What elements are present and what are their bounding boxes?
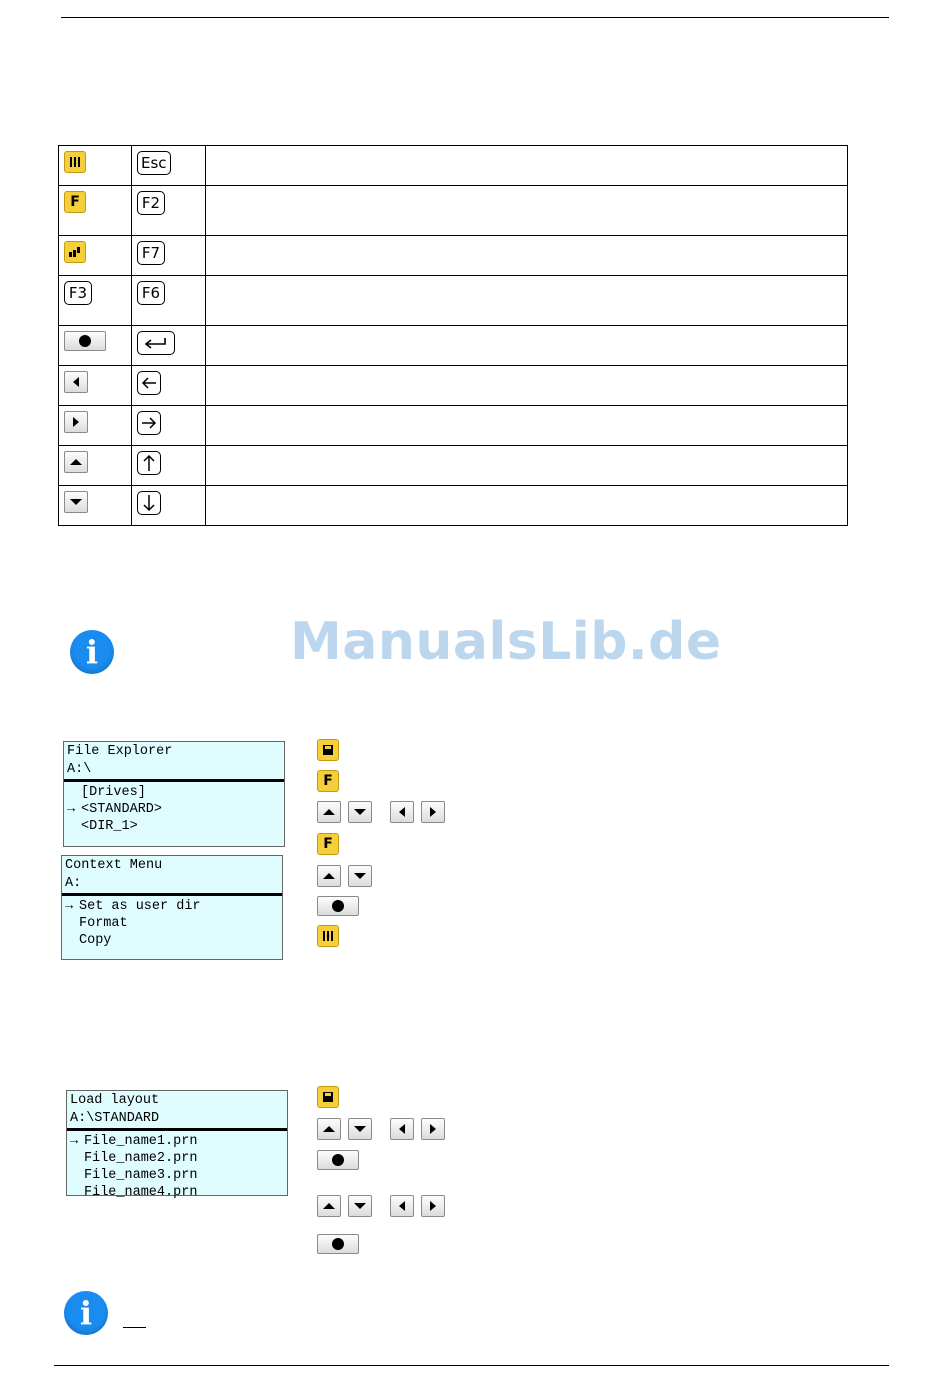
left-key[interactable] <box>390 1118 414 1140</box>
arrow-left-icon <box>141 377 157 389</box>
left-key[interactable] <box>390 801 414 823</box>
lcd-title: File Explorer <box>67 744 173 759</box>
arrow-left-icon <box>399 807 405 817</box>
arrow-down-icon <box>143 494 155 512</box>
pc-left-key <box>137 371 161 395</box>
arrow-up-icon <box>70 459 82 465</box>
save-icon <box>323 745 333 755</box>
arrow-right-icon <box>430 1124 436 1134</box>
enter-icon <box>143 336 169 350</box>
watermark: ManualsLib.de <box>290 612 722 672</box>
list-item[interactable]: → <STANDARD> <box>67 802 163 817</box>
lcd-title: Context Menu <box>65 858 163 873</box>
list-item[interactable]: <DIR_1> <box>81 819 138 834</box>
arrow-right-icon <box>141 417 157 429</box>
lcd-title: Load layout <box>70 1093 160 1108</box>
left-key[interactable] <box>64 371 88 393</box>
top-rule <box>61 17 889 18</box>
underline-mark <box>123 1327 146 1328</box>
selection-arrow-icon: → <box>67 802 76 817</box>
function-f-icon: F <box>70 194 80 210</box>
save-key[interactable] <box>317 739 339 761</box>
up-key[interactable] <box>317 1118 341 1140</box>
lcd-divider <box>64 779 284 782</box>
lcd-context-menu <box>61 855 283 960</box>
bottom-rule <box>54 1365 889 1366</box>
save-key[interactable] <box>317 1086 339 1108</box>
lcd-path: A:\STANDARD <box>70 1111 160 1126</box>
table-row <box>59 326 848 366</box>
list-item[interactable]: File_name2.prn <box>84 1151 198 1166</box>
arrow-down-icon <box>354 1126 366 1132</box>
down-key[interactable] <box>348 865 372 887</box>
save-icon <box>323 1092 333 1102</box>
down-key[interactable] <box>348 1195 372 1217</box>
pc-up-key <box>137 451 161 475</box>
f3-key: F3 <box>64 281 92 305</box>
menu-item[interactable]: → Set as user dir <box>65 899 201 914</box>
right-key[interactable] <box>421 1195 445 1217</box>
info-icon: i <box>64 1291 108 1335</box>
menu-key[interactable] <box>64 151 86 173</box>
arrow-right-icon <box>430 1201 436 1211</box>
arrow-left-icon <box>399 1201 405 1211</box>
arrow-up-icon <box>323 1203 335 1209</box>
dot-icon <box>332 1238 344 1250</box>
arrow-down-icon <box>354 873 366 879</box>
table-row <box>59 486 848 526</box>
ok-key[interactable] <box>317 896 359 916</box>
esc-key: Esc <box>137 151 171 175</box>
lcd-path: A: <box>65 876 82 891</box>
right-key[interactable] <box>421 1118 445 1140</box>
enter-key <box>137 331 175 355</box>
dot-icon <box>332 1154 344 1166</box>
key-mapping-table <box>58 145 848 526</box>
down-key[interactable] <box>64 491 88 513</box>
arrow-right-icon <box>430 807 436 817</box>
f7-key: F7 <box>137 241 165 265</box>
up-key[interactable] <box>317 801 341 823</box>
down-key[interactable] <box>348 801 372 823</box>
function-key[interactable] <box>64 191 86 213</box>
list-item[interactable]: [Drives] <box>81 785 146 800</box>
info-icon: i <box>70 630 114 674</box>
menu-key[interactable] <box>317 925 339 947</box>
menu-item[interactable]: Format <box>79 916 128 931</box>
function-key[interactable]: F <box>317 770 339 792</box>
arrow-up-icon <box>323 809 335 815</box>
dot-icon <box>332 900 344 912</box>
table-row <box>59 186 848 236</box>
arrow-left-icon <box>73 377 79 387</box>
table-row <box>59 406 848 446</box>
menu-item[interactable]: Copy <box>79 933 112 948</box>
menu-bars-icon <box>70 157 80 167</box>
arrow-up-icon <box>323 1126 335 1132</box>
selection-arrow-icon: → <box>70 1134 79 1149</box>
dot-icon <box>79 335 91 347</box>
lcd-divider <box>62 893 282 896</box>
down-key[interactable] <box>348 1118 372 1140</box>
menu-bars-icon <box>323 931 333 941</box>
left-key[interactable] <box>390 1195 414 1217</box>
arrow-down-icon <box>354 1203 366 1209</box>
list-item[interactable]: → File_name1.prn <box>70 1134 198 1149</box>
list-item[interactable]: File_name3.prn <box>84 1168 198 1183</box>
pc-down-key <box>137 491 161 515</box>
lcd-path: A:\ <box>67 762 92 777</box>
right-key[interactable] <box>421 801 445 823</box>
arrow-right-icon <box>73 417 79 427</box>
function-key[interactable]: F <box>317 833 339 855</box>
feed-icon <box>69 247 81 257</box>
right-key[interactable] <box>64 411 88 433</box>
f6-key: F6 <box>137 281 165 305</box>
ok-key[interactable] <box>317 1234 359 1254</box>
feed-key[interactable] <box>64 241 86 263</box>
list-item[interactable]: File_name4.prn <box>84 1185 198 1200</box>
table-row <box>59 366 848 406</box>
arrow-left-icon <box>399 1124 405 1134</box>
arrow-up-icon <box>143 454 155 472</box>
arrow-down-icon <box>354 809 366 815</box>
table-row <box>59 446 848 486</box>
up-key[interactable] <box>317 865 341 887</box>
selection-arrow-icon: → <box>65 899 74 914</box>
arrow-down-icon <box>70 499 82 505</box>
lcd-load-layout <box>66 1090 288 1200</box>
f2-key: F2 <box>137 191 165 215</box>
up-key[interactable] <box>64 451 88 473</box>
table-row <box>59 276 848 326</box>
lcd-file-explorer <box>63 741 285 847</box>
ok-key[interactable] <box>317 1150 359 1170</box>
lcd-divider <box>67 1128 287 1131</box>
table-row <box>59 236 848 276</box>
pc-right-key <box>137 411 161 435</box>
ok-key[interactable] <box>64 331 106 351</box>
table-row <box>59 146 848 186</box>
arrow-up-icon <box>323 873 335 879</box>
up-key[interactable] <box>317 1195 341 1217</box>
